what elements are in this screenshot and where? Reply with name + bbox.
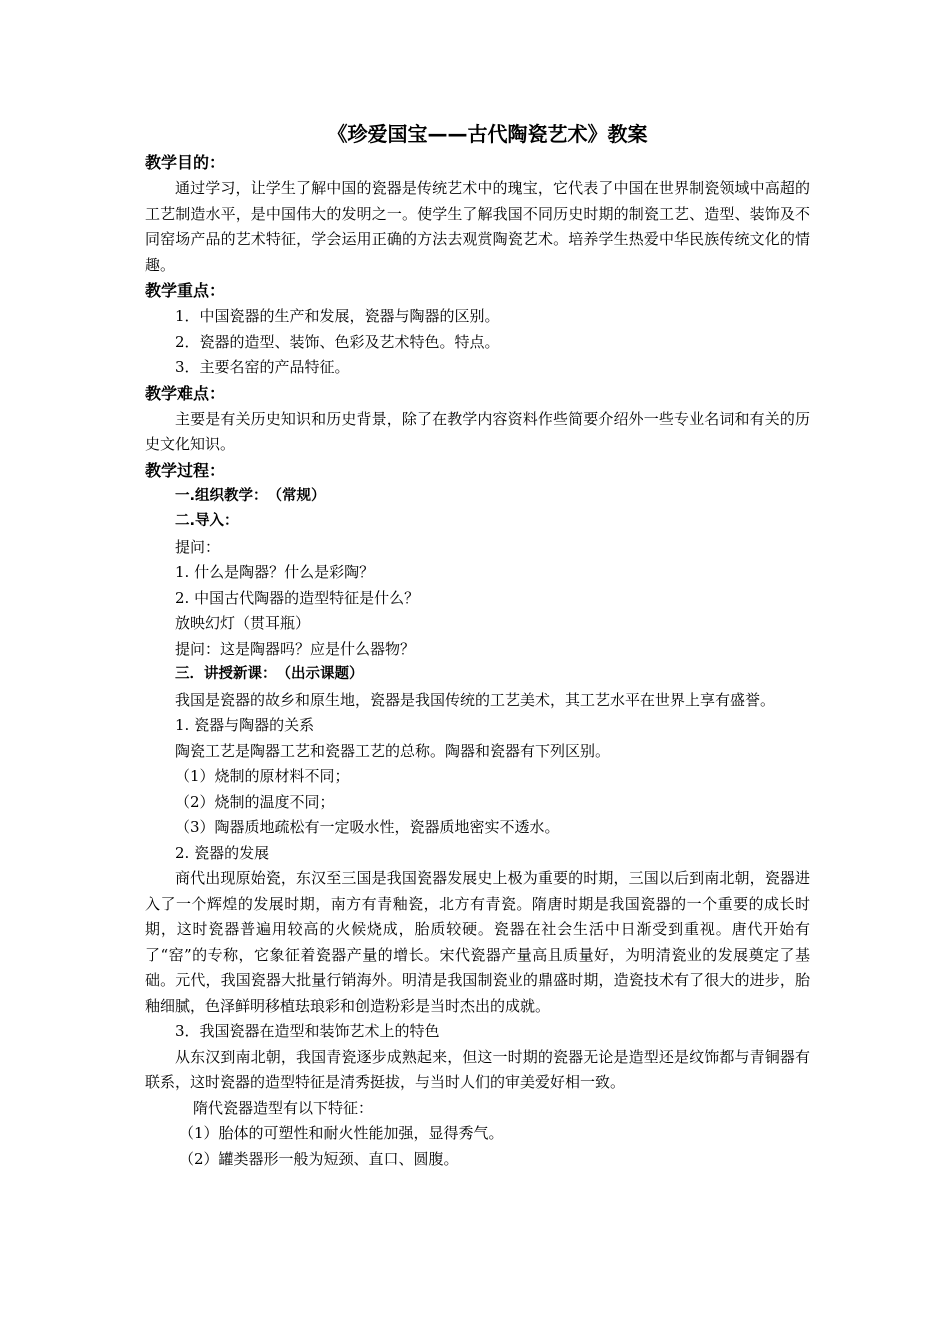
- difficulties-heading: 教学难点：: [145, 383, 226, 403]
- part3-title: 3．我国瓷器在造型和装饰艺术上的特色: [175, 1022, 440, 1040]
- sui-heading: 隋代瓷器造型有以下特征：: [193, 1098, 374, 1117]
- key-points-heading: 教学重点：: [145, 281, 226, 300]
- key-point-item: 1．中国瓷器的生产和发展，瓷器与陶器的区别。: [175, 307, 500, 325]
- difficulties-paragraph: 主要是有关历史知识和历史背景，除了在教学内容资料作些简要介绍外一些专业名词和有关的历史文化知识。: [145, 409, 810, 453]
- intro-line: 放映幻灯（贯耳瓶）: [175, 614, 311, 632]
- part3-paragraph: 从东汉到南北朝，我国青瓷逐步成熟起来，但这一时期的瓷器无论是造型还是纹饰都与青铜器有联系，这时瓷器的造型特征是清秀挺拔，与当时人们的审美爱好相一致。: [145, 1047, 810, 1091]
- part1-item: （3）陶器质地疏松有一定吸水性，瓷器质地密实不透水。: [175, 818, 560, 836]
- process-step-intro: 二.导入：: [175, 513, 239, 529]
- key-point-item: 3．主要名窑的产品特征。: [175, 358, 350, 376]
- intro-line: 提问：这是陶器吗？应是什么器物？: [175, 639, 416, 658]
- part1-text: 陶瓷工艺是陶器工艺和瓷器工艺的总称。陶器和瓷器有下列区别。: [175, 741, 611, 760]
- process-heading: 教学过程：: [145, 460, 226, 480]
- document-page: [145, 118, 810, 1172]
- intro-line: 2. 中国古代陶器的造型特征是什么？: [175, 588, 420, 607]
- part1-title: 1. 瓷器与陶器的关系: [175, 716, 315, 734]
- part1-item: （2）烧制的温度不同；: [175, 792, 335, 811]
- intro-line: 1. 什么是陶器？什么是彩陶？: [175, 563, 375, 581]
- aims-heading: 教学目的：: [145, 153, 226, 172]
- part1-item: （1）烧制的原材料不同；: [175, 767, 350, 785]
- document-title: 《珍爱国宝——古代陶瓷艺术》教案: [327, 122, 648, 146]
- key-point-item: 2．瓷器的造型、装饰、色彩及艺术特色。特点。: [175, 332, 500, 351]
- sui-item: （2）罐类器形一般为短颈、直口、圆腹。: [179, 1149, 459, 1168]
- process-step-new-lesson: 三．讲授新课： （出示课题）: [175, 666, 364, 682]
- process-step-organize: 一.组织教学： （常规）: [175, 487, 326, 504]
- new-lesson-intro: 我国是瓷器的故乡和原生地，瓷器是我国传统的工艺美术，其工艺水平在世界上享有盛誉。: [175, 690, 776, 709]
- aims-paragraph: 通过学习，让学生了解中国的瓷器是传统艺术中的瑰宝，它代表了中国在世界制瓷领域中高超的工艺制造水平，是中国伟大的发明之一。使学生了解我国不同历史时期的制瓷工艺、造型、装饰及不同窑场产品的艺术特征，学会运用正确的方法去观赏陶瓷艺术。培养学生热爱中华民族传统文化的情趣。: [145, 179, 810, 274]
- part2-paragraph: 商代出现原始瓷，东汉至三国是我国瓷器发展史上极为重要的时期，三国以后到南北朝，瓷器进入了一个辉煌的发展时期，南方有青釉瓷，北方有青瓷。隋唐时期是我国瓷器的一个重要的成长时期，这时瓷器普遍用较高的火候烧成，胎质较硬。瓷器在社会生活中日渐受到重视。唐代开始有了“窑”的专称，它象征着瓷器产量的增长。宋代瓷器产量高且质量好，为明清瓷业的发展奠定了基础。元代，我国瓷器大批量行销海外。明清是我国制瓷业的鼎盛时期，造瓷技术有了很大的进步，胎釉细腻，色泽鲜明移植珐琅彩和创造粉彩是当时杰出的成就。: [145, 869, 810, 1015]
- intro-line: 提问：: [175, 537, 221, 556]
- part2-title: 2. 瓷器的发展: [175, 843, 270, 862]
- sui-item: （1）胎体的可塑性和耐火性能加强，显得秀气。: [179, 1124, 504, 1142]
